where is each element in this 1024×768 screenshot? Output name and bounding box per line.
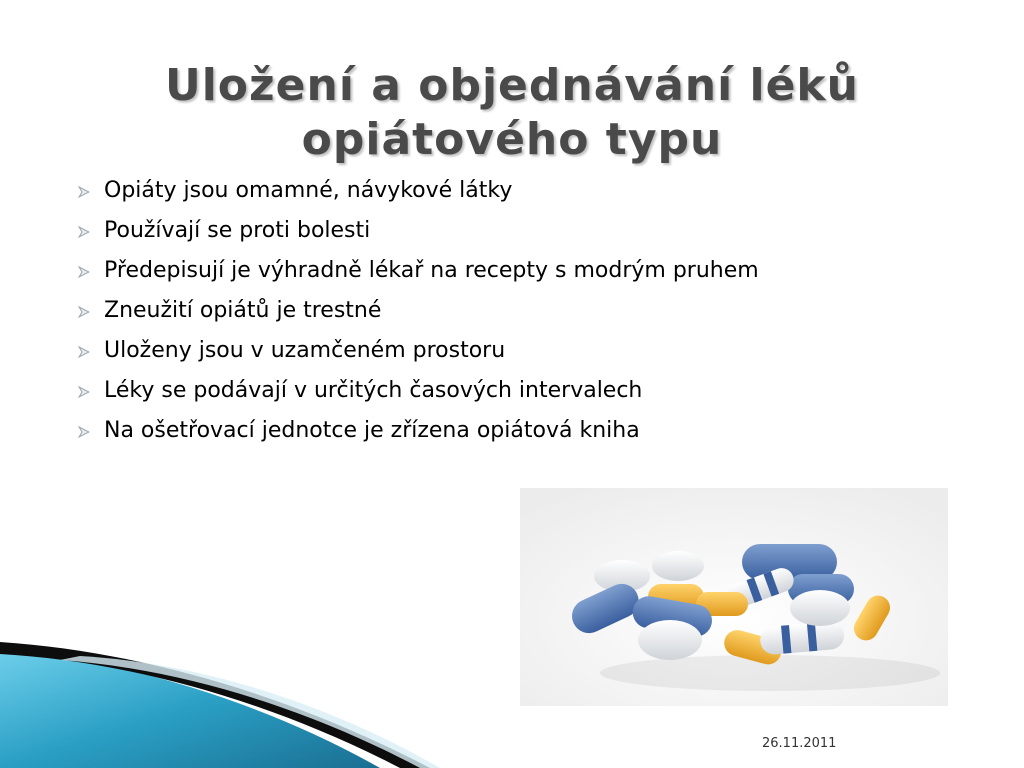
title-line-1: Uložení a objednávání léků — [165, 60, 859, 112]
bullet-text: Opiáty jsou omamné, návykové látky — [104, 178, 513, 203]
pills-photo — [520, 488, 948, 706]
arrow-bullet-icon — [78, 426, 90, 438]
bullet-text: Používají se proti bolesti — [104, 218, 371, 243]
bullet-item — [78, 414, 759, 454]
arrow-bullet-icon — [78, 186, 90, 198]
slide-title — [60, 59, 964, 167]
slide-date: 26.11.2011 — [762, 736, 837, 751]
bullet-text: Uloženy jsou v uzamčeném prostoru — [104, 338, 506, 363]
bullet-text: Předepisují je výhradně lékař na recepty s modrým pruhem — [104, 258, 759, 283]
pills-illustration — [520, 488, 948, 706]
bullet-list — [78, 174, 759, 454]
arrow-bullet-icon — [78, 386, 90, 398]
arrow-bullet-icon — [78, 266, 90, 278]
bullet-item — [78, 294, 759, 334]
bullet-item — [78, 174, 759, 214]
title-line-2: opiátového typu — [301, 114, 723, 166]
bullet-item — [78, 214, 759, 254]
bullet-item — [78, 254, 759, 294]
bullet-text: Na ošetřovací jednotce je zřízena opiátová kniha — [104, 418, 640, 443]
arrow-bullet-icon — [78, 226, 90, 238]
bullet-item — [78, 374, 759, 414]
bullet-item — [78, 334, 759, 374]
bullet-text: Zneužití opiátů je trestné — [104, 298, 382, 323]
arrow-bullet-icon — [78, 306, 90, 318]
arrow-bullet-icon — [78, 346, 90, 358]
bullet-text: Léky se podávají v určitých časových intervalech — [104, 378, 643, 403]
